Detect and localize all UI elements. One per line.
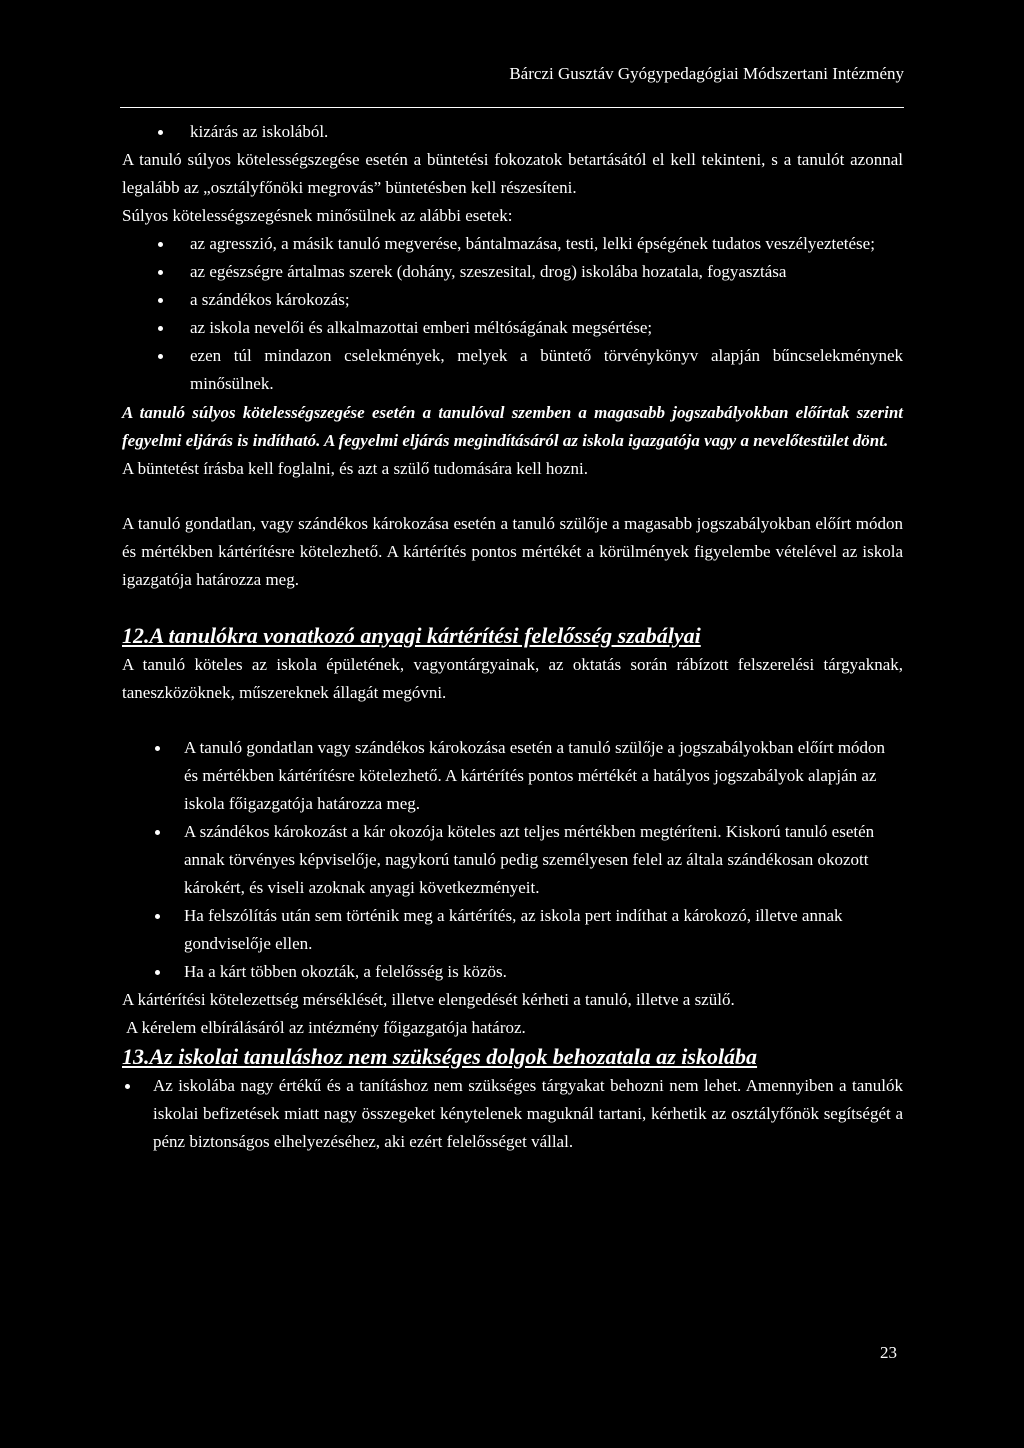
- section-12-outro-2: A kérelem elbírálásáról az intézmény főigazgatója határoz.: [126, 1018, 526, 1037]
- section-12-outro-1: A kártérítési kötelezettség mérséklését, illetve elengedését kérheti a tanuló, illetve a szülő.: [122, 990, 735, 1009]
- list-item: a szándékos károkozás;: [122, 286, 903, 314]
- punishment-list: [122, 118, 903, 146]
- serious-cases-list: [122, 230, 903, 398]
- paragraph-discipline: A tanuló súlyos kötelességszegése esetén a tanulóval szemben a magasabb jogszabályokban előírtak szerint fegyelmi eljárás is indítható. A fegyelmi eljárás megindításáról az iskola igazgatója vagy a nevelőtestület dönt.: [122, 403, 903, 450]
- list-item: ezen túl mindazon cselekmények, melyek a büntető törvénykönyv alapján bűncselekménynek minősülnek.: [122, 342, 903, 398]
- paragraph-serious-intro: A tanuló súlyos kötelességszegése esetén a büntetési fokozatok betartásától el kell tekinteni, s a tanulót azonnal legalább az „osztályfőnöki megrovás” büntetésben kell részesíteni.: [122, 150, 903, 197]
- list-item: A szándékos károkozást a kár okozója köteles azt teljes mértékben megtéríteni. Kiskorú tanuló esetén annak törvényes képviselője, nagykorú tanuló pedig személyesen felel az általa szándékosan okozott károkért, és viseli azoknak anyagi következményeit.: [122, 818, 903, 902]
- section-12-intro: A tanuló köteles az iskola épületének, vagyontárgyainak, az oktatás során rábízott felszerelési tárgyaknak, taneszközöknek, műszereknek állagát megóvni.: [122, 655, 903, 702]
- list-item: Ha felszólítás után sem történik meg a kártérítés, az iskola pert indíthat a károkozó, illetve annak gondviselője ellen.: [122, 902, 903, 958]
- paragraph-damage: A tanuló gondatlan, vagy szándékos károkozása esetén a tanuló szülője a magasabb jogszabályokban előírt módon és mértékben kártérítésre kötelezhető. A kártérítés pontos mértékét a körülmények figyelembe vételével az iskola igazgatója határozza meg.: [122, 514, 903, 589]
- page-header: Bárczi Gusztáv Gyógypedagógiai Módszertani Intézmény: [509, 64, 904, 83]
- list-item: az egészségre ártalmas szerek (dohány, szeszesital, drog) iskolába hozatala, fogyasztása: [122, 258, 903, 286]
- paragraph-written: A büntetést írásba kell foglalni, és azt a szülő tudomására kell hozni.: [122, 459, 588, 478]
- header-divider: [120, 107, 904, 108]
- section-13-heading: 13.Az iskolai tanuláshoz nem szükséges dolgok behozatala az iskolába: [122, 1044, 758, 1069]
- section-12-list: [122, 734, 903, 986]
- paragraph-serious-cases: Súlyos kötelességszegésnek minősülnek az alábbi esetek:: [122, 206, 513, 225]
- list-item: kizárás az iskolából.: [122, 118, 903, 146]
- section-12-heading: 12.A tanulókra vonatkozó anyagi kártérítési felelősség szabályai: [122, 623, 701, 648]
- section-13-list: [122, 1072, 903, 1156]
- page-number: 23: [880, 1343, 897, 1362]
- list-item: az iskola nevelői és alkalmazottai emberi méltóságának megsértése;: [122, 314, 903, 342]
- list-item: az agresszió, a másik tanuló megverése, bántalmazása, testi, lelki épségének tudatos veszélyeztetése;: [122, 230, 903, 258]
- list-item: A tanuló gondatlan vagy szándékos károkozása esetén a tanuló szülője a jogszabályokban előírt módon és mértékben kártérítésre kötelezhető. A kártérítés pontos mértékét a hatályos jogszabályok alapján az iskola főigazgatója határozza meg.: [122, 734, 903, 818]
- page-content: [122, 118, 903, 1156]
- list-item: Ha a kárt többen okozták, a felelősség is közös.: [122, 958, 903, 986]
- list-item: Az iskolába nagy értékű és a tanításhoz nem szükséges tárgyakat behozni nem lehet. Amennyiben a tanulók iskolai befizetések miatt nagy összegeket kénytelenek maguknál tartani, kérhetik az osztályfőnök segítségét a pénz biztonságos elhelyezéséhez, aki ezért felelősséget vállal.: [122, 1072, 903, 1156]
